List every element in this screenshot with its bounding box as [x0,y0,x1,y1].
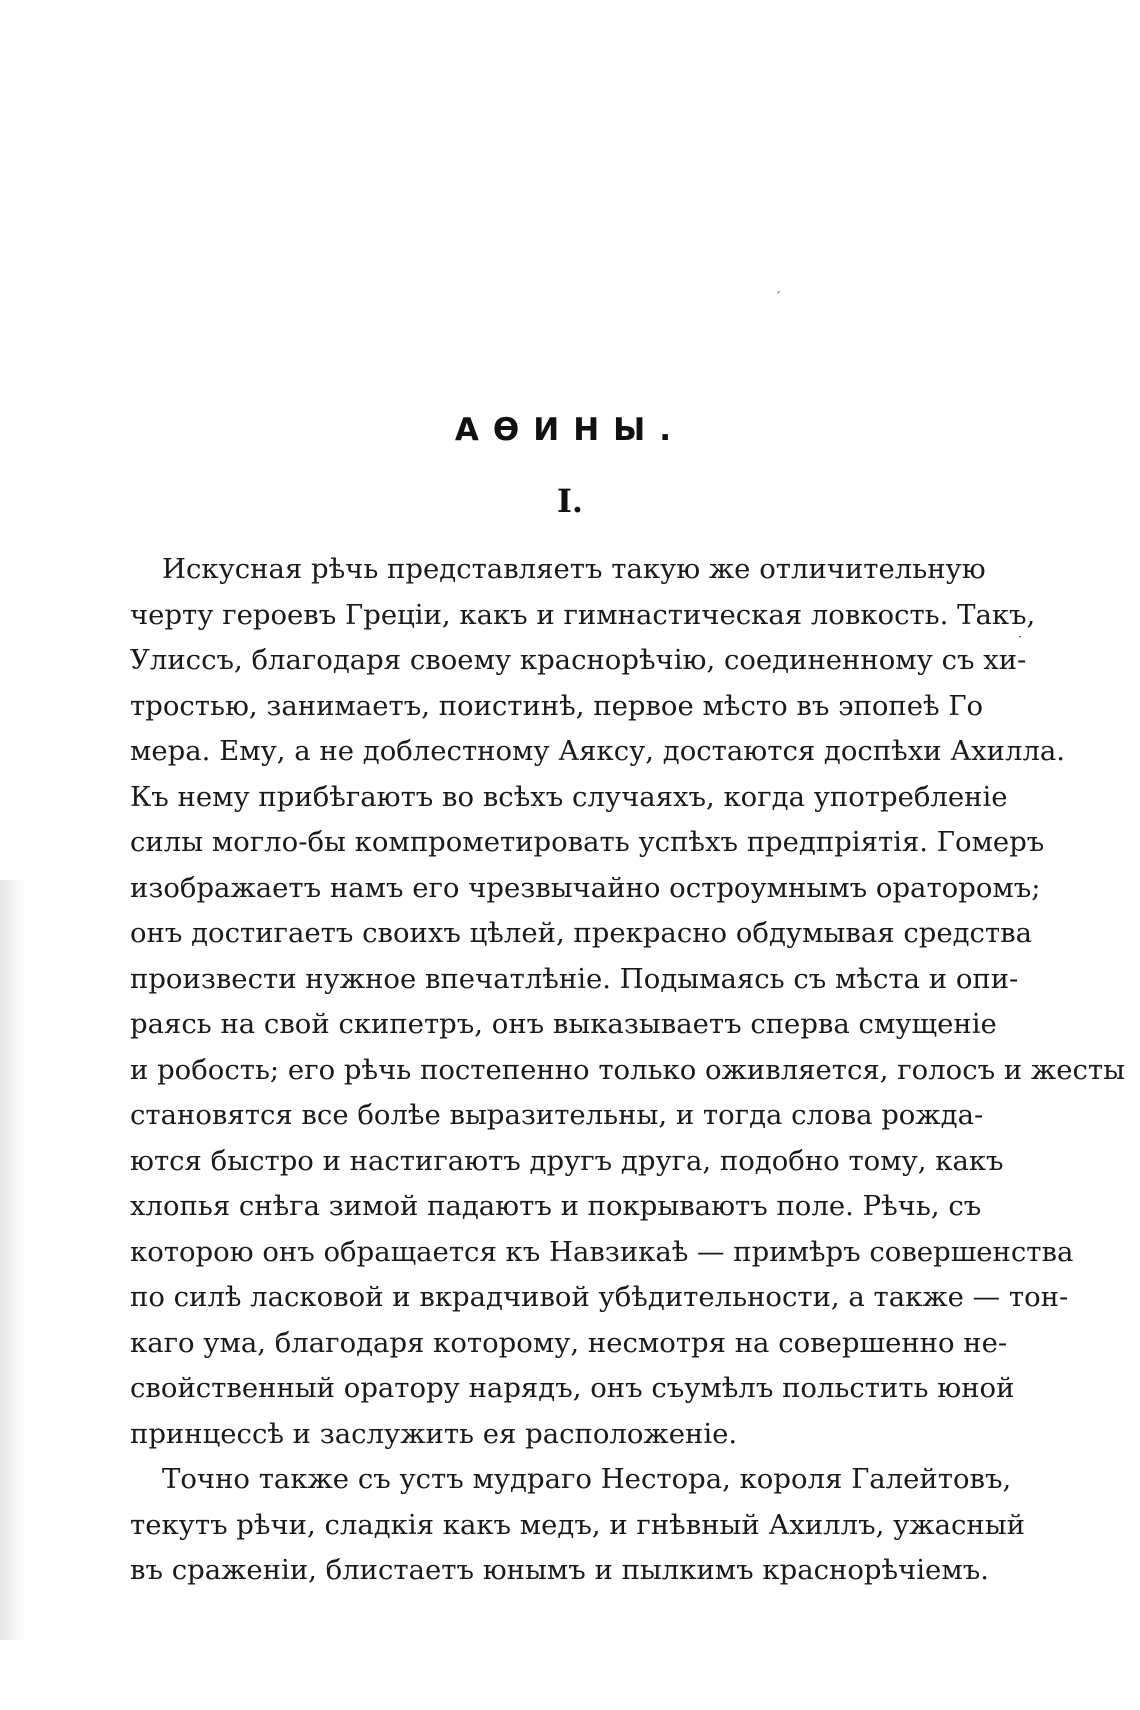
text-line: принцессѣ и заслужить ея расположеніе. [130,1417,738,1450]
text-line: произвести нужное впечатлѣніе. Подымаясь съ мѣста и опи- [130,962,1019,995]
text-line: каго ума, благодаря которому, несмотря на совершенно не- [130,1326,1008,1359]
text-line: въ сраженіи, блистаетъ юнымъ и пылкимъ краснорѣчіемъ. [130,1554,989,1586]
text-line: мера. Ему, а не доблестному Аяксу, достаются доспѣхи Ахилла. [130,735,1066,767]
text-line: по силѣ ласковой и вкрадчивой убѣдительности, а также — тон- [130,1281,1069,1313]
paragraph-1 [130,547,1126,1457]
text-line: текутъ рѣчи, сладкія какъ медъ, и гнѣвный Ахиллъ, ужасный [130,1508,1025,1541]
page-title: АѲИНЫ. [454,412,686,448]
text-line: Точно также съ устъ мудраго Нестора, короля Галейтовъ, [162,1463,1012,1495]
scan-edge-shadow [0,880,26,1640]
text-line: изображаетъ намъ его чрезвычайно остроумнымъ ораторомъ; [130,871,1041,904]
text-line: черту героевъ Греціи, какъ и гимнастическая ловкость. Такъ, [130,598,1036,631]
scan-speck: · [1018,630,1022,644]
scan-speck: ˊ [775,290,781,304]
paragraph-2 [130,1457,1025,1594]
text-line: Искусная рѣчь представляетъ такую же отличительную [162,553,986,585]
body-text [130,547,1126,1594]
text-line: и робость; его рѣчь постепенно только оживляется, голосъ и жесты [130,1053,1126,1086]
text-line: ются быстро и настигаютъ другъ друга, подобно тому, какъ [130,1144,1004,1177]
text-line: силы могло-бы компрометировать успѣхъ предпріятія. Гомеръ [130,826,1045,858]
text-line: хлопья снѣга зимой падаютъ и покрываютъ поле. Рѣчь, съ [130,1190,982,1222]
text-line: онъ достигаетъ своихъ цѣлей, прекрасно обдумывая средства [130,917,1033,949]
text-line: становятся все болѣе выразительны, и тогда слова рожда- [130,1099,984,1131]
text-line: Улиссъ, благодаря своему краснорѣчію, соединенному съ хи- [130,644,1027,676]
text-line: тростью, занимаетъ, поистинѣ, первое мѣсто въ эпопеѣ Го [130,689,984,722]
text-line: которою онъ обращается къ Навзикаѣ — примѣръ совершенства [130,1235,1074,1268]
chapter-number: I. [556,482,584,520]
text-line: Къ нему прибѣгаютъ во всѣхъ случаяхъ, когда употребленіе [130,780,1008,813]
text-line: раясь на свой скипетръ, онъ выказываетъ сперва смущеніе [130,1008,997,1040]
text-line: свойственный оратору нарядъ, онъ съумѣлъ польстить юной [130,1372,1015,1404]
